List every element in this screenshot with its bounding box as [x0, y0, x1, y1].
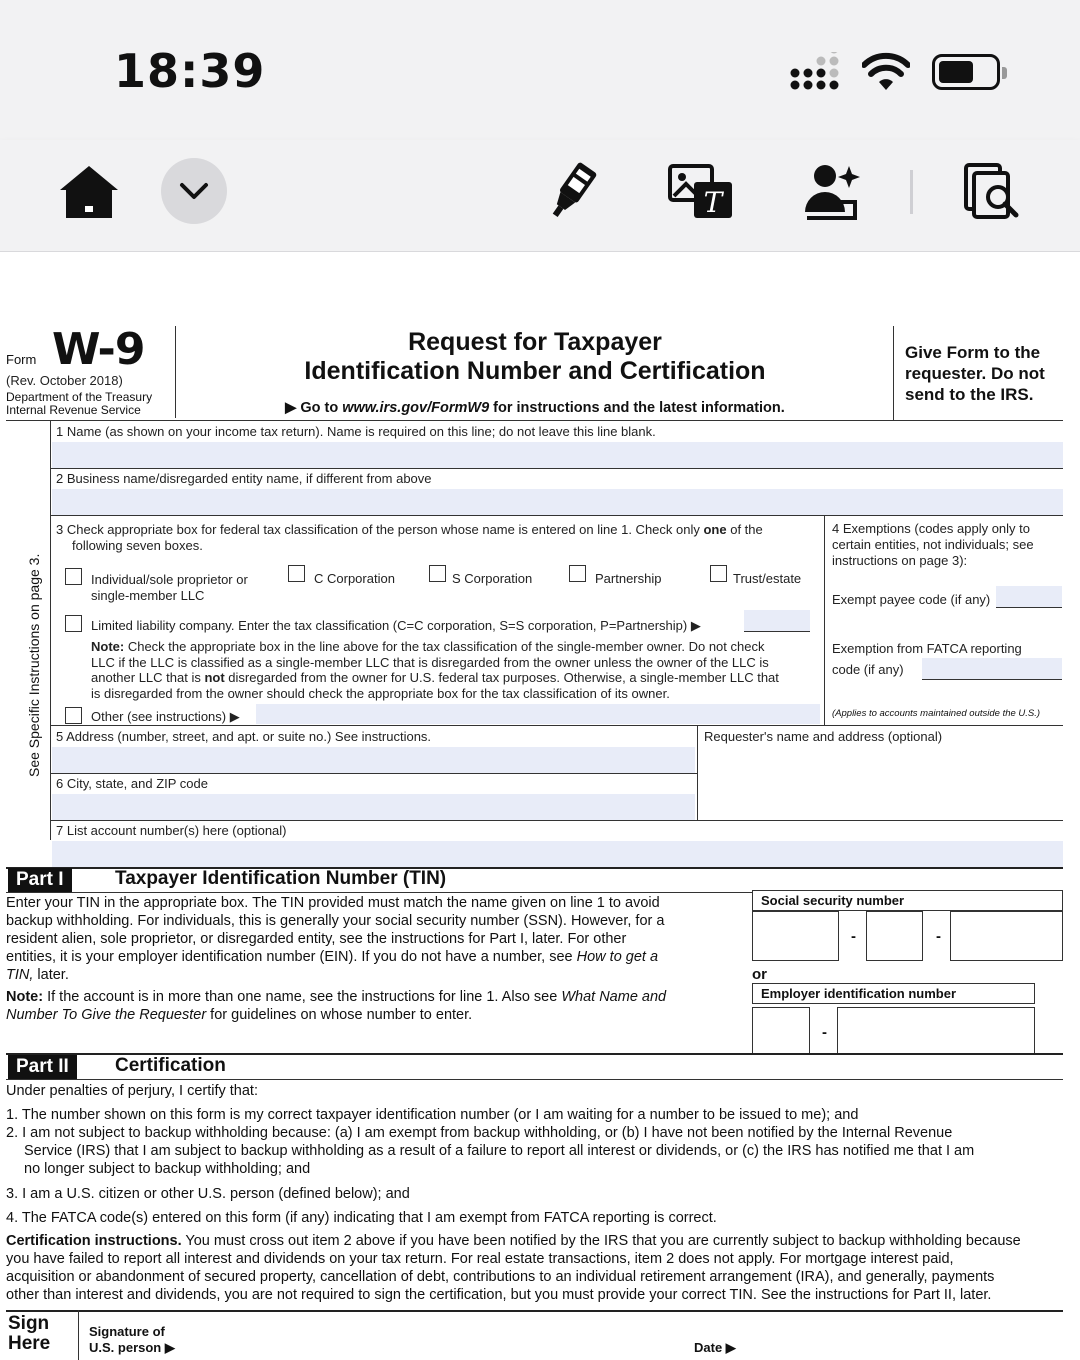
sign-person-icon: [801, 162, 865, 220]
text-image-icon: [668, 162, 734, 220]
signature-button[interactable]: [798, 156, 868, 226]
line1-label: 1 Name (as shown on your income tax return). Name is required on this line; do not leave this line blank.: [56, 424, 656, 439]
line3-label: 3 Check appropriate box for federal tax classification of the person whose name is entered on line 1. Check only one of the: [56, 522, 763, 537]
date-label: Date ▶: [694, 1340, 736, 1355]
revision-date: (Rev. October 2018): [6, 373, 123, 388]
signature-field[interactable]: [180, 1316, 680, 1356]
form-title-line2: Identification Number and Certification: [304, 357, 766, 385]
exemptions-title-3: instructions on page 3):: [832, 553, 968, 568]
form-number: W-9: [52, 324, 145, 375]
side-specific-instructions: See Specific Instructions on page 3.: [26, 553, 42, 777]
clock-time: 18:39: [114, 44, 266, 98]
s-corp-checkbox[interactable]: [429, 565, 446, 582]
c-corp-checkbox[interactable]: [288, 565, 305, 582]
trust-label: Trust/estate: [733, 571, 802, 586]
document-search-icon: [962, 161, 1024, 221]
chevron-down-icon: [179, 181, 209, 201]
partnership-checkbox[interactable]: [569, 565, 586, 582]
highlight-button[interactable]: [536, 156, 606, 226]
instructions-link-line: ▶ Go to www.irs.gov/FormW9 for instructions and the latest information.: [285, 400, 785, 416]
individual-label: Individual/sole proprietor or: [91, 572, 248, 587]
form-title-line1: Request for Taxpayer: [408, 328, 662, 356]
ssn-dash-1: -: [851, 928, 856, 945]
llc-note-line2: LLC if the LLC is classified as a single-member LLC that is disregarded from the owner unless the owner of the LLC is: [91, 655, 769, 670]
ssn-dash-2: -: [936, 928, 941, 945]
ssn-label: Social security number: [761, 893, 905, 908]
ein-label-box: [752, 983, 1035, 1004]
part1-text: Enter your TIN in the appropriate box. The TIN provided must match the name given on line 1 to avoid backup withholding. For individuals, this is generally your social security number (SSN). However, for a resident alien, sole proprietor, or disregarded entity, see the instructions for Part I, later. For other entities, it is your employer identification number (EIN). If you do not have a number, see How to get a TIN, later.: [6, 895, 665, 983]
cert-instructions: Certification instructions. You must cross out item 2 above if you have been notified by the IRS that you are currently subject to backup withholding because you have failed to report all interest and dividends on your tax return. For real estate transactions, item 2 does not apply. For mortgage interest paid, acquisition or abandonment of secured property, cancellation of debt, contributions to an individual retirement arrangement (IRA), and generally, payments other than interest and dividends, you are not required to sign the certification, but you must provide your correct TIN. See the instructions for Part II, later.: [6, 1233, 1021, 1303]
home-button[interactable]: [54, 156, 124, 226]
signature-label: Signature of U.S. person ▶: [89, 1324, 175, 1355]
exemptions-title-2: certain entities, not individuals; see: [832, 537, 1034, 552]
line7-label: 7 List account number(s) here (optional): [56, 823, 287, 838]
other-label: Other (see instructions) ▶: [91, 709, 240, 724]
cert-item-2: 2. I am not subject to backup withholding because: (a) I am exempt from backup withholding, or (b) I have not been notified by the Internal Revenue Service (IRS) that I am subject to backup withholding as a result of a failure to report all interest or dividends, or (c) the IRS has notified me that I am no longer subject to backup withholding; and: [6, 1125, 975, 1177]
search-document-button[interactable]: [958, 156, 1028, 226]
part1-title: Taxpayer Identification Number (TIN): [115, 868, 447, 889]
cert-item-4: 4. The FATCA code(s) entered on this form (if any) indicating that I am exempt from FATCA reporting is correct.: [6, 1210, 717, 1226]
llc-note-line1: Note: Check the appropriate box in the line above for the tax classification of the single-member owner. Do not check: [91, 639, 765, 654]
ein-label: Employer identification number: [761, 986, 957, 1001]
individual-checkbox[interactable]: [65, 568, 82, 585]
cellular-signal-icon: [790, 52, 846, 92]
name-input[interactable]: [52, 442, 1063, 468]
other-input[interactable]: [256, 704, 820, 724]
fatca-code-input[interactable]: [922, 658, 1062, 680]
date-field[interactable]: [745, 1316, 1063, 1356]
part2-title: Certification: [115, 1055, 226, 1076]
exempt-payee-label: Exempt payee code (if any): [832, 592, 991, 607]
cert-intro: Under penalties of perjury, I certify that:: [6, 1083, 258, 1099]
partnership-label: Partnership: [595, 571, 662, 586]
viewer-toolbar: [0, 140, 1080, 252]
ssn-serial-input[interactable]: [950, 911, 1063, 961]
home-icon: [58, 162, 120, 220]
requester-label: Requester's name and address (optional): [704, 729, 943, 744]
form-label: Form: [6, 352, 37, 367]
fatca-applies-note: (Applies to accounts maintained outside the U.S.): [832, 708, 1041, 719]
sign-here-label: Sign Here: [8, 1313, 51, 1354]
llc-classification-input[interactable]: [744, 610, 810, 632]
individual-label-2: single-member LLC: [91, 588, 205, 603]
s-corp-label: S Corporation: [452, 571, 533, 586]
toolbar-separator: [910, 170, 913, 214]
ssn-group-input[interactable]: [866, 911, 923, 961]
other-checkbox[interactable]: [65, 707, 82, 724]
collapse-button[interactable]: [161, 158, 227, 224]
give-form-note: Give Form to the requester. Do not send to the IRS.: [905, 343, 1045, 404]
city-state-zip-input[interactable]: [52, 794, 695, 820]
part1-note: Note: If the account is in more than one name, see the instructions for line 1. Also see What Name and Number To Give the Requester for guidelines on whose number to enter.: [6, 989, 667, 1023]
part2-tag: Part II: [8, 1055, 77, 1079]
trust-checkbox[interactable]: [710, 565, 727, 582]
line2-label: 2 Business name/disregarded entity name, if different from above: [56, 471, 432, 486]
c-corp-label: C Corporation: [314, 571, 395, 586]
ein-number-input[interactable]: [837, 1007, 1035, 1055]
text-recognition-button[interactable]: [666, 156, 736, 226]
llc-checkbox[interactable]: [65, 615, 82, 632]
ssn-area-input[interactable]: [752, 911, 839, 961]
svg-text:T: T: [703, 186, 723, 219]
wifi-icon: [862, 52, 910, 92]
ssn-label-box: [752, 890, 1063, 911]
service-label: Internal Revenue Service: [6, 403, 141, 417]
fatca-label: Exemption from FATCA reporting: [832, 641, 1022, 656]
status-bar: [0, 0, 1080, 140]
business-name-input[interactable]: [52, 489, 1063, 515]
exempt-payee-input[interactable]: [996, 586, 1062, 608]
llc-label: Limited liability company. Enter the tax classification (C=C corporation, S=S corporation, P=Partnership) ▶: [91, 618, 701, 633]
part1-tag: Part I: [8, 868, 72, 892]
ein-prefix-input[interactable]: [752, 1007, 810, 1055]
irs-url[interactable]: www.irs.gov/FormW9: [342, 400, 490, 416]
llc-note-line4: is disregarded from the owner should check the appropriate box for the tax classification of its owner.: [91, 686, 670, 701]
cert-item-1: 1. The number shown on this form is my correct taxpayer identification number (or I am waiting for a number to be issued to me); and: [6, 1107, 859, 1123]
address-input[interactable]: [52, 747, 695, 773]
exemptions-title: 4 Exemptions (codes apply only to: [832, 521, 1030, 536]
line5-label: 5 Address (number, street, and apt. or suite no.) See instructions.: [56, 729, 432, 744]
llc-note-line3: another LLC that is not disregarded from the owner for U.S. federal tax purposes. Otherwise, a single-member LLC that: [91, 670, 779, 685]
ein-dash: -: [822, 1024, 827, 1041]
department-label: Department of the Treasury: [6, 390, 153, 404]
highlighter-icon: [539, 158, 603, 224]
battery-icon: [932, 54, 1000, 90]
line3-label-cont: following seven boxes.: [72, 538, 203, 553]
account-number-input[interactable]: [52, 841, 1063, 867]
line6-label: 6 City, state, and ZIP code: [56, 776, 208, 791]
or-label: or: [752, 966, 767, 983]
w9-document: [0, 252, 1080, 1360]
fatca-label-2: code (if any): [832, 662, 904, 677]
cert-item-3: 3. I am a U.S. citizen or other U.S. person (defined below); and: [6, 1186, 410, 1202]
